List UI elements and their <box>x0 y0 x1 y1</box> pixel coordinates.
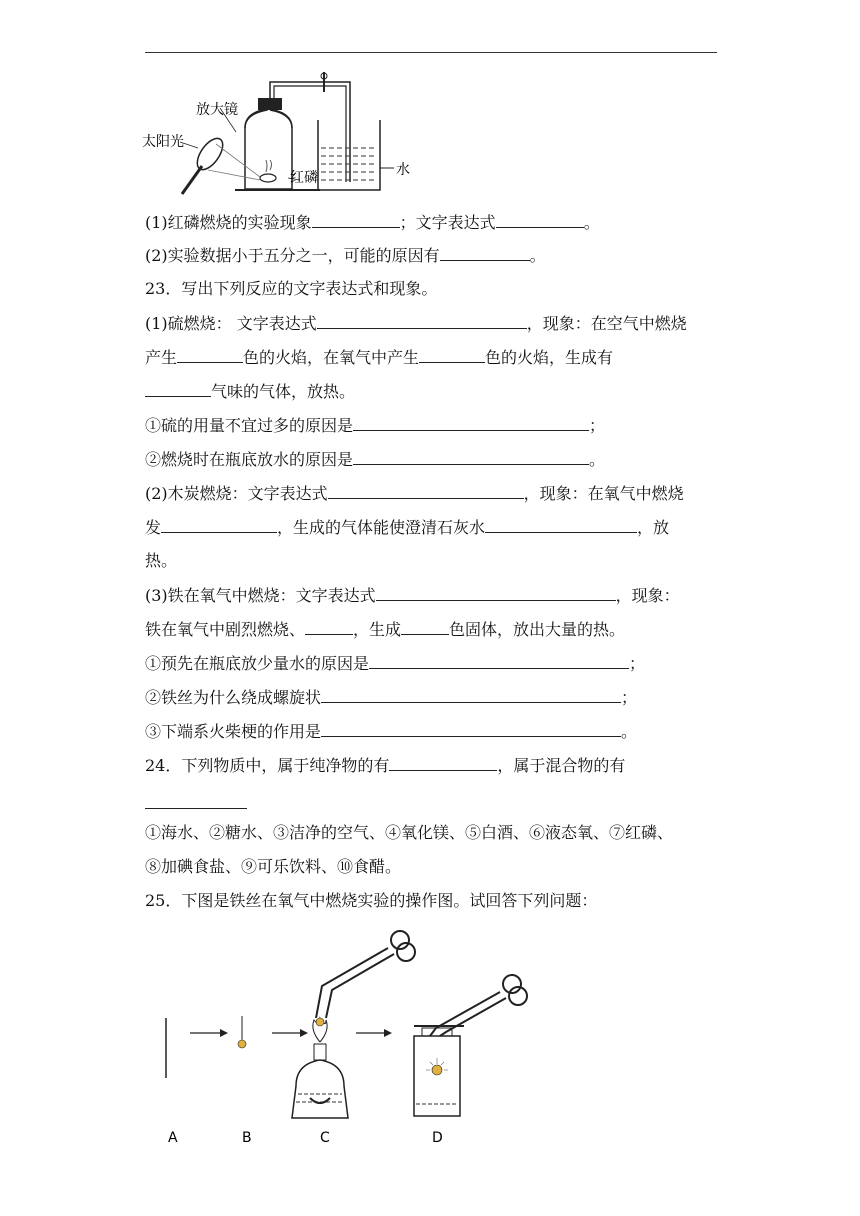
answer-blank[interactable] <box>401 619 449 635</box>
line-text: ； <box>629 654 646 673</box>
answer-blank[interactable] <box>161 517 277 533</box>
line-text: ②铁丝为什么绕成螺旋状 <box>145 688 322 707</box>
line-text: ； <box>621 688 638 707</box>
line-text: 。 <box>621 722 638 741</box>
text-line <box>145 245 546 266</box>
line-text: ，生成的气体能使澄清石灰水 <box>277 518 486 537</box>
line-text: 色的火焰，生成有 <box>485 348 614 367</box>
answer-blank[interactable] <box>353 415 589 431</box>
line-text: (3)铁在氧气中燃烧：文字表达式 <box>145 586 376 605</box>
text-line <box>145 279 437 299</box>
line-text: ，现象： <box>615 586 680 605</box>
iron-wire-procedure-figure <box>150 918 550 1150</box>
label-c: C <box>320 1130 330 1146</box>
line-text: 。 <box>589 450 606 469</box>
line-text: (2)实验数据小于五分之一，可能的原因有 <box>145 246 440 265</box>
text-line <box>145 517 669 538</box>
answer-blank[interactable] <box>353 449 589 465</box>
line-text: ；文字表达式 <box>399 213 496 232</box>
text-line <box>145 653 645 674</box>
label-a: A <box>168 1130 178 1146</box>
text-line <box>145 619 625 640</box>
answer-blank[interactable] <box>312 212 400 228</box>
label-b: B <box>242 1130 252 1146</box>
text-line <box>145 891 597 911</box>
text-line <box>145 551 177 571</box>
answer-blank[interactable] <box>305 619 353 635</box>
line-text: ①海水、②糖水、③洁净的空气、④氧化镁、⑤白酒、⑥液态氧、⑦红磷、 <box>145 823 674 842</box>
line-text: ，放 <box>637 518 670 537</box>
text-line <box>145 721 637 742</box>
line-text: 发 <box>145 518 162 537</box>
line-text: 产生 <box>145 348 178 367</box>
answer-blank[interactable] <box>485 517 637 533</box>
line-text: ⑧加碘食盐、⑨可乐饮料、⑩食醋。 <box>145 857 402 876</box>
label-d: D <box>432 1130 443 1146</box>
text-line <box>145 313 687 334</box>
line-text: 。 <box>529 246 546 265</box>
label-sunlight: 太阳光 <box>142 134 184 150</box>
line-text: ②燃烧时在瓶底放水的原因是 <box>145 450 354 469</box>
answer-blank[interactable] <box>328 483 524 499</box>
phosphorus-apparatus-figure <box>140 62 440 198</box>
line-text: ，属于混合物的有 <box>497 756 626 775</box>
text-line <box>145 415 605 436</box>
text-line <box>145 687 637 708</box>
text-line <box>145 585 680 606</box>
answer-blank[interactable] <box>369 653 629 669</box>
line-text: 24．下列物质中，属于纯净物的有 <box>145 756 390 775</box>
answer-blank[interactable] <box>317 313 527 329</box>
line-text: 。 <box>583 213 600 232</box>
header-rule <box>145 52 717 53</box>
line-text: 铁在氧气中剧烈燃烧、 <box>145 620 306 639</box>
line-text: ①预先在瓶底放少量水的原因是 <box>145 654 370 673</box>
line-text: ③下端系火柴梗的作用是 <box>145 722 322 741</box>
answer-blank[interactable] <box>321 721 621 737</box>
line-text: 色的火焰，在氧气中产生 <box>243 348 420 367</box>
text-line <box>145 212 600 233</box>
text-line <box>145 793 247 814</box>
line-text: 25．下图是铁丝在氧气中燃烧实验的操作图。试回答下列问题： <box>145 891 598 910</box>
line-text: 色固体，放出大量的热。 <box>449 620 626 639</box>
label-magnifier: 放大镜 <box>196 102 238 118</box>
line-text: ，现象：在空气中燃烧 <box>526 314 687 333</box>
text-line <box>145 381 355 402</box>
line-text: 23．写出下列反应的文字表达式和现象。 <box>145 279 438 298</box>
answer-blank[interactable] <box>496 212 584 228</box>
text-line <box>145 449 605 470</box>
answer-blank[interactable] <box>321 687 621 703</box>
line-text: (1)硫燃烧： 文字表达式 <box>145 314 317 333</box>
text-line <box>145 857 401 877</box>
label-red-phosphorus: 红磷 <box>290 170 318 186</box>
line-text: ①硫的用量不宜过多的原因是 <box>145 416 354 435</box>
text-line <box>145 347 613 368</box>
label-water: 水 <box>396 162 410 178</box>
answer-blank[interactable] <box>177 347 243 363</box>
answer-blank[interactable] <box>376 585 616 601</box>
line-text: 热。 <box>145 551 178 570</box>
answer-blank[interactable] <box>440 245 530 261</box>
line-text: 气味的气体，放热。 <box>211 382 356 401</box>
text-line <box>145 823 673 843</box>
answer-blank[interactable] <box>419 347 485 363</box>
answer-blank[interactable] <box>145 381 211 397</box>
answer-blank[interactable] <box>389 755 497 771</box>
line-text: ； <box>589 416 606 435</box>
line-text: (2)木炭燃烧：文字表达式 <box>145 484 328 503</box>
answer-blank[interactable] <box>145 793 247 809</box>
line-text: ，现象：在氧气中燃烧 <box>523 484 684 503</box>
text-line <box>145 755 625 776</box>
line-text: ，生成 <box>353 620 402 639</box>
line-text: (1)红磷燃烧的实验现象 <box>145 213 312 232</box>
text-line <box>145 483 684 504</box>
